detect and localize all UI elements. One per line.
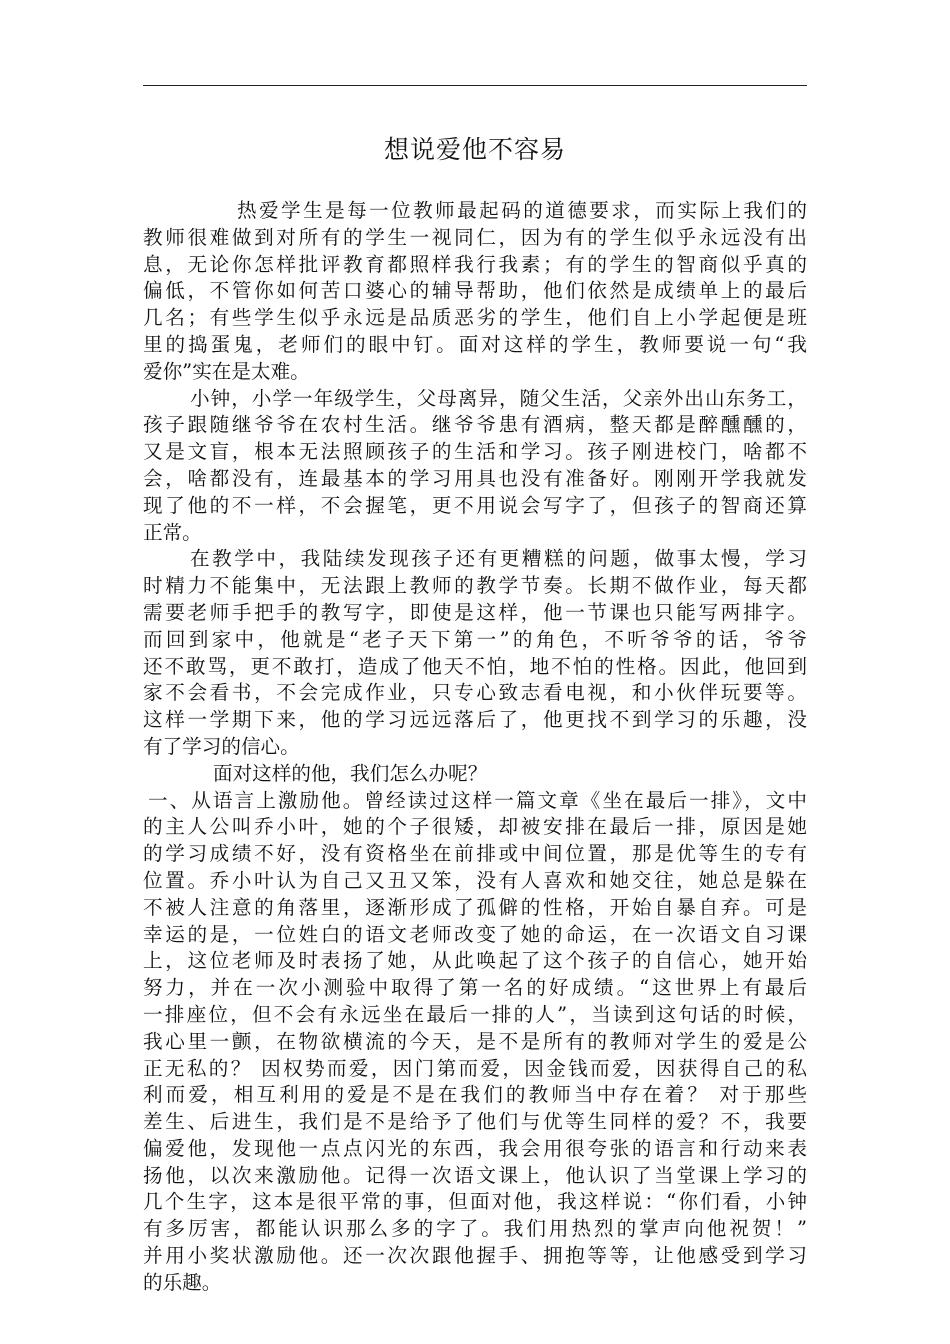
text-line: 利而爱，相互利用的爱是不是在我们的教师当中存在着？ 对于那些 [143, 1083, 807, 1107]
text-line: 小钟，小学一年级学生，父母离异，随父生活，父亲外出山东务工， [190, 386, 807, 410]
text-line: 偏低，不管你如何苦口婆心的辅导帮助，他们依然是成绩单上的最后 [143, 279, 807, 303]
text-line: 教师很难做到对所有的学生一视同仁，因为有的学生似乎永远没有出 [143, 225, 807, 249]
text-line: 又是文盲，根本无法照顾孩子的生活和学习。孩子刚进校门，啥都不 [143, 440, 807, 464]
header-rule [143, 85, 807, 86]
text-line: 偏爱他，发现他一点点闪光的东西，我会用很夸张的语言和行动来表 [143, 1136, 807, 1160]
text-line: 的主人公叫乔小叶，她的个子很矮，却被安排在最后一排，原因是她 [143, 815, 807, 839]
document-body [143, 198, 807, 1297]
text-line: 一排座位，但不会有永远坐在最后一排的人”，当读到这句话的时候， [143, 1002, 807, 1026]
text-line: 有多厉害，都能认识那么多的字了。我们用热烈的掌声向他祝贺！” [143, 1217, 807, 1241]
text-line: 会，啥都没有，连最基本的学习用具也没有准备好。刚刚开学我就发 [143, 466, 807, 490]
text-line: 位置。乔小叶认为自己又丑又笨，没有人喜欢和她交往，她总是躲在 [143, 868, 807, 892]
text-line: 有了学习的信心。 [143, 734, 300, 758]
text-line: 的学习成绩不好，没有资格坐在前排或中间位置，那是优等生的专有 [143, 842, 807, 866]
text-line: 需要老师手把手的教写字，即使是这样，他一节课也只能写两排字。 [143, 600, 807, 624]
text-line: 差生、后进生，我们是不是给予了他们与优等生同样的爱？不，我要 [143, 1110, 807, 1134]
text-line: 几个生字，这本是很平常的事，但面对他，我这样说：“你们看，小钟 [143, 1190, 807, 1214]
text-line: 这样一学期下来，他的学习远远落后了，他更找不到学习的乐趣，没 [143, 708, 807, 732]
text-line: 在教学中，我陆续发现孩子还有更糟糕的问题，做事太慢，学习 [190, 547, 807, 571]
text-line: 正常。 [143, 520, 202, 544]
text-line: 里的捣蛋鬼，老师们的眼中钉。面对这样的学生，教师要说一句“我 [143, 332, 807, 356]
text-line: 爱你”实在是太难。 [143, 359, 310, 383]
text-line: 时精力不能集中，无法跟上教师的教学节奏。长期不做作业，每天都 [143, 574, 807, 598]
text-line: 正无私的？ 因权势而爱，因门第而爱，因金钱而爱，因获得自己的私 [143, 1056, 807, 1080]
text-line: 我心里一颤，在物欲横流的今天，是不是所有的教师对学生的爱是公 [143, 1029, 807, 1053]
text-line: 上，这位老师及时表扬了她，从此唤起了这个孩子的自信心，她开始 [143, 949, 807, 973]
text-line: 面对这样的他，我们怎么办呢？ [213, 761, 488, 785]
text-line: 努力，并在一次小测验中取得了第一名的好成绩。“这世界上有最后 [143, 976, 807, 1000]
text-line: 扬他，以次来激励他。记得一次语文课上，他认识了当堂课上学习的 [143, 1163, 807, 1187]
text-line: 家不会看书，不会完成作业，只专心致志看电视，和小伙伴玩要等。 [143, 681, 807, 705]
text-line: 并用小奖状激励他。还一次次跟他握手、拥抱等等，让他感受到学习 [143, 1244, 807, 1268]
text-line: 而回到家中，他就是“老子天下第一”的角色，不听爷爷的话，爷爷 [143, 627, 807, 651]
text-line: 不被人注意的角落里，逐渐形成了孤僻的性格，开始自暴自弃。可是 [143, 895, 807, 919]
text-line: 息，无论你怎样批评教育都照样我行我素；有的学生的智商似乎真的 [143, 252, 807, 276]
text-line: 一、从语言上激励他。曾经读过这样一篇文章《坐在最后一排》，文中 [148, 788, 807, 812]
document-title: 想说爱他不容易 [383, 135, 566, 164]
text-line: 的乐趣。 [143, 1270, 222, 1294]
text-line: 孩子跟随继爷爷在农村生活。继爷爷患有酒病，整天都是醉醺醺的， [143, 413, 807, 437]
text-line: 现了他的不一样，不会握笔，更不用说会写字了，但孩子的智商还算 [143, 493, 807, 517]
text-line: 几名；有些学生似乎永远是品质恶劣的学生，他们自上小学起便是班 [143, 306, 807, 330]
text-line: 还不敢骂，更不敢打，造成了他天不怕，地不怕的性格。因此，他回到 [143, 654, 807, 678]
text-line: 热爱学生是每一位教师最起码的道德要求，而实际上我们的 [237, 199, 807, 222]
text-line: 幸运的是，一位姓白的语文老师改变了她的命运，在一次语文自习课 [143, 922, 807, 946]
